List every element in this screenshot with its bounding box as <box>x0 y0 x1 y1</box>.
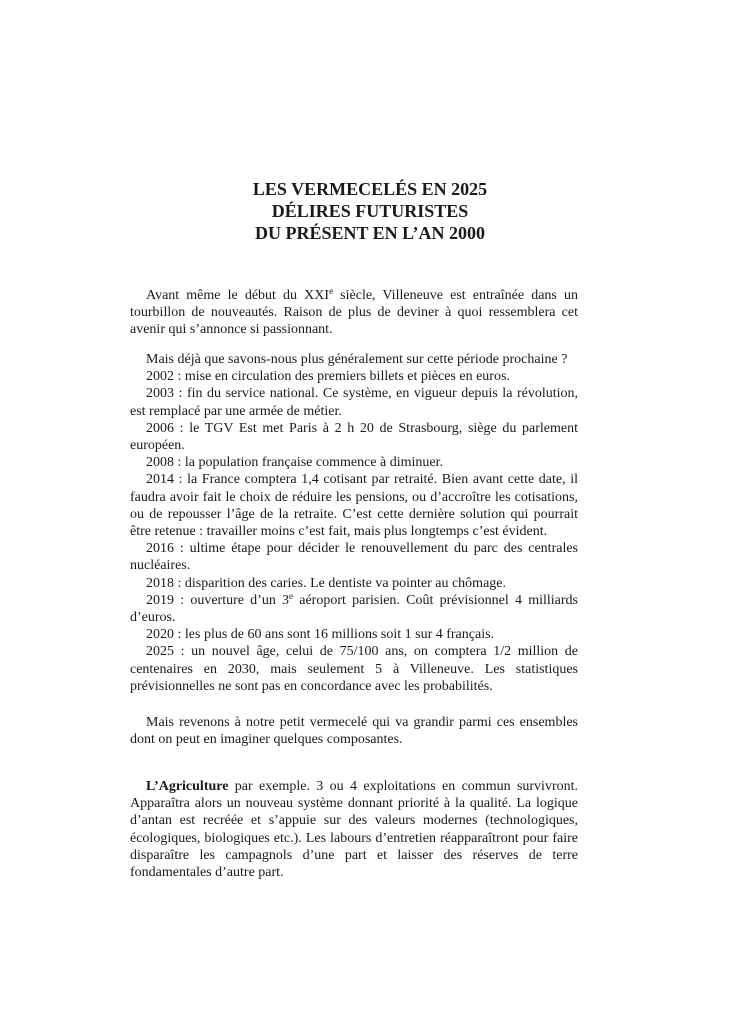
agriculture-heading: L’Agriculture <box>146 779 229 794</box>
agriculture-paragraph <box>130 778 578 881</box>
title-line-1: LES VERMECELÉS EN 2025 <box>252 179 488 199</box>
timeline-item-2003: 2003 : fin du service national. Ce système, en vigueur depuis la révolution, est remplacé par une armée de métier. <box>130 386 578 419</box>
intro-text-end: siècle, Villeneuve est entraînée dans un tourbillon de nouveautés. Raison de plus de deviner à quoi ressemblera cet avenir qui s’annonce si passionnant. <box>130 288 578 338</box>
question-paragraph: Mais déjà que savons-nous plus généralement sur cette période prochaine ? <box>146 352 568 367</box>
intro-text-start: Avant même le début du XXI <box>146 288 330 303</box>
page-title <box>0 178 740 244</box>
closing-paragraph: Mais revenons à notre petit vermecelé qui va grandir parmi ces ensembles dont on peut en imaginer quelques composantes. <box>130 715 578 748</box>
timeline-item-2016: 2016 : ultime étape pour décider le renouvellement du parc des centrales nucléaires. <box>130 541 578 574</box>
title-line-2: DÉLIRES FUTURISTES <box>271 201 469 221</box>
timeline-item-2018: 2018 : disparition des caries. Le dentiste va pointer au chômage. <box>146 575 507 591</box>
closing-section <box>130 714 578 748</box>
century-superscript: e <box>329 286 334 296</box>
timeline-item-2020: 2020 : les plus de 60 ans sont 16 millions soit 1 sur 4 français. <box>146 627 495 643</box>
timeline-item-2002: 2002 : mise en circulation des premiers billets et pièces en euros. <box>146 369 510 385</box>
timeline-item-2006: 2006 : le TGV Est met Paris à 2 h 20 de Strasbourg, siège du parlement européen. <box>130 420 578 454</box>
timeline-item-2025: 2025 : un nouvel âge, celui de 75/100 ans, on comptera 1/2 million de centenaires en 2030, mais seulement 5 à Villeneuve. Les statistiques prévisionnelles ne sont pas en concordance avec les probabilités. <box>130 644 578 694</box>
agriculture-section <box>130 778 578 881</box>
ordinal-superscript: e <box>289 590 294 601</box>
timeline-2019-end: aéroport parisien. Coût prévisionnel 4 milliards d’euros. <box>130 592 578 626</box>
title-line-3: DU PRÉSENT EN L’AN 2000 <box>254 223 486 243</box>
timeline-item-2008: 2008 : la population française commence à diminuer. <box>146 455 444 471</box>
timeline-item-2014: 2014 : la France comptera 1,4 cotisant par retraité. Bien avant cette date, il faudra avoir fait le choix de réduire les pensions, ou d’accroître les cotisations, ou de repousser l’âge de la retraite. C’est cette dernière solution qui pourrait être retenue : travailler moins c’est fait, mais plus longtemps c’est évident. <box>130 472 578 540</box>
timeline-section <box>130 351 578 695</box>
timeline-item-2019 <box>130 592 578 626</box>
timeline-2019-start: 2019 : ouverture d’un 3 <box>146 592 290 608</box>
agriculture-text: par exemple. 3 ou 4 exploitations en commun survivront. Apparaîtra alors un nouveau système donnant priorité à la qualité. La logique d’antan est recréée et s’appuie sur des valeurs modernes (technologiques, écologiques, biologiques etc.). Les labours d’entretien réapparaîtront pour faire disparaître les campagnols d’une part et laisser des réserves de terre fondamentales d’autre part. <box>130 779 578 881</box>
intro-section <box>130 287 578 339</box>
intro-paragraph <box>130 287 578 339</box>
